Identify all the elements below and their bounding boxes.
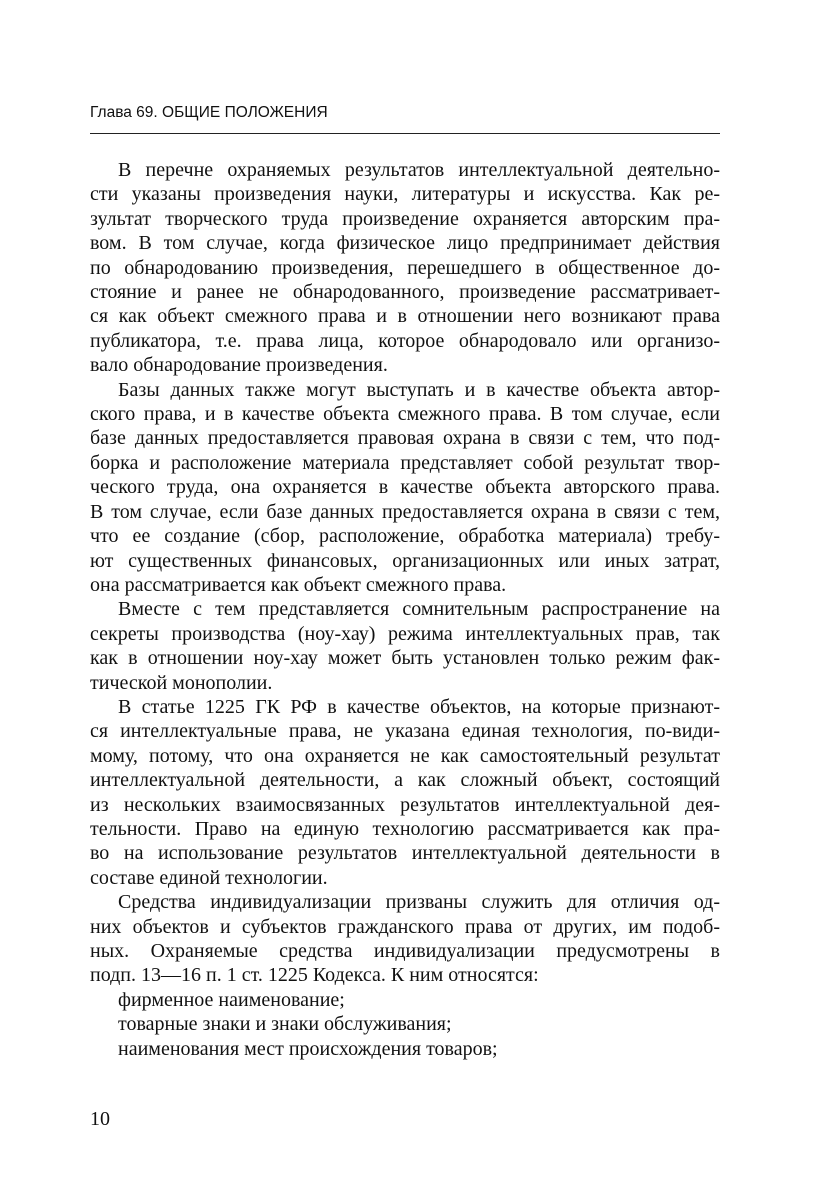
list-item: фирменное наименование; — [118, 988, 345, 1011]
text-line: секреты производства (ноу-хау) режима интеллектуальных прав, так — [90, 622, 720, 645]
text-line: В статье 1225 ГК РФ в качестве объектов, на которые признают- — [118, 695, 720, 718]
text-line: по обнародованию произведения, перешедшего в общественное до- — [90, 256, 720, 279]
text-line: борка и расположение материала представляет собой результат твор- — [90, 451, 720, 474]
text-line: Вместе с тем представляется сомнительным распространение на — [118, 598, 720, 621]
text-line: составе единой технологии. — [90, 866, 328, 889]
text-line: ского права, и в качестве объекта смежного права. В том случае, если — [90, 403, 720, 426]
paragraph — [90, 158, 720, 378]
text-line: тельности. Право на единую технологию рассматривается как пра- — [90, 817, 720, 840]
text-line: тической монополии. — [90, 671, 273, 694]
header-rule — [90, 133, 720, 134]
text-line: подп. 13—16 п. 1 ст. 1225 Кодекса. К ним относятся: — [90, 964, 539, 987]
body-text — [90, 158, 720, 1061]
paragraph — [90, 378, 720, 598]
text-line: ся как объект смежного права и в отношении него возникают права — [90, 305, 720, 328]
text-line: стояние и ранее не обнародованного, произведение рассматривает- — [90, 281, 720, 304]
text-line: мому, потому, что она охраняется не как самостоятельный результат — [90, 744, 720, 767]
text-line: вом. В том случае, когда физическое лицо предпринимает действия — [90, 232, 720, 255]
text-line: что ее создание (сбор, расположение, обработка материала) требу- — [90, 525, 720, 548]
text-line: как в отношении ноу-хау может быть установлен только режим фак- — [90, 647, 720, 670]
text-line: сти указаны произведения науки, литературы и искусства. Как ре- — [90, 183, 720, 206]
text-line: зультат творческого труда произведение охраняется авторским пра- — [90, 207, 720, 230]
enumeration-list — [90, 988, 720, 1061]
text-line: ческого труда, она охраняется в качестве объекта авторского права. — [90, 476, 720, 499]
page-number: 10 — [90, 1108, 110, 1130]
text-line: вало обнародование произведения. — [90, 354, 388, 377]
text-line: базе данных предоставляется правовая охрана в связи с тем, что под- — [90, 427, 720, 450]
text-line: во на использование результатов интеллектуальной деятельности в — [90, 842, 720, 865]
list-item: наименования мест происхождения товаров; — [118, 1037, 498, 1060]
text-line: публикатора, т.е. права лица, которое обнародовало или организо- — [90, 329, 720, 352]
paragraph — [90, 890, 720, 988]
text-line: ся интеллектуальные права, не указана единая технология, по-види- — [90, 720, 720, 743]
running-header: Глава 69. ОБЩИЕ ПОЛОЖЕНИЯ — [90, 104, 328, 121]
text-line: В перечне охраняемых результатов интеллектуальной деятельно- — [118, 159, 720, 181]
text-line: из нескольких взаимосвязанных результатов интеллектуальной дея- — [90, 793, 720, 816]
text-line: Средства индивидуализации призваны служить для отличия од- — [118, 891, 720, 914]
text-line: В том случае, если базе данных предоставляется охрана в связи с тем, — [90, 500, 720, 523]
text-line: ных. Охраняемые средства индивидуализации предусмотрены в — [90, 940, 720, 962]
paragraph — [90, 695, 720, 890]
text-line: ют существенных финансовых, организационных или иных затрат, — [90, 549, 720, 572]
text-line: них объектов и субъектов гражданского права от других, им подоб- — [90, 915, 720, 938]
text-line: интеллектуальной деятельности, а как сложный объект, состоящий — [90, 769, 720, 792]
text-line: Базы данных также могут выступать и в качестве объекта автор- — [118, 378, 720, 401]
list-item: товарные знаки и знаки обслуживания; — [118, 1013, 452, 1036]
text-line: она рассматривается как объект смежного права. — [90, 573, 507, 596]
paragraph — [90, 597, 720, 695]
